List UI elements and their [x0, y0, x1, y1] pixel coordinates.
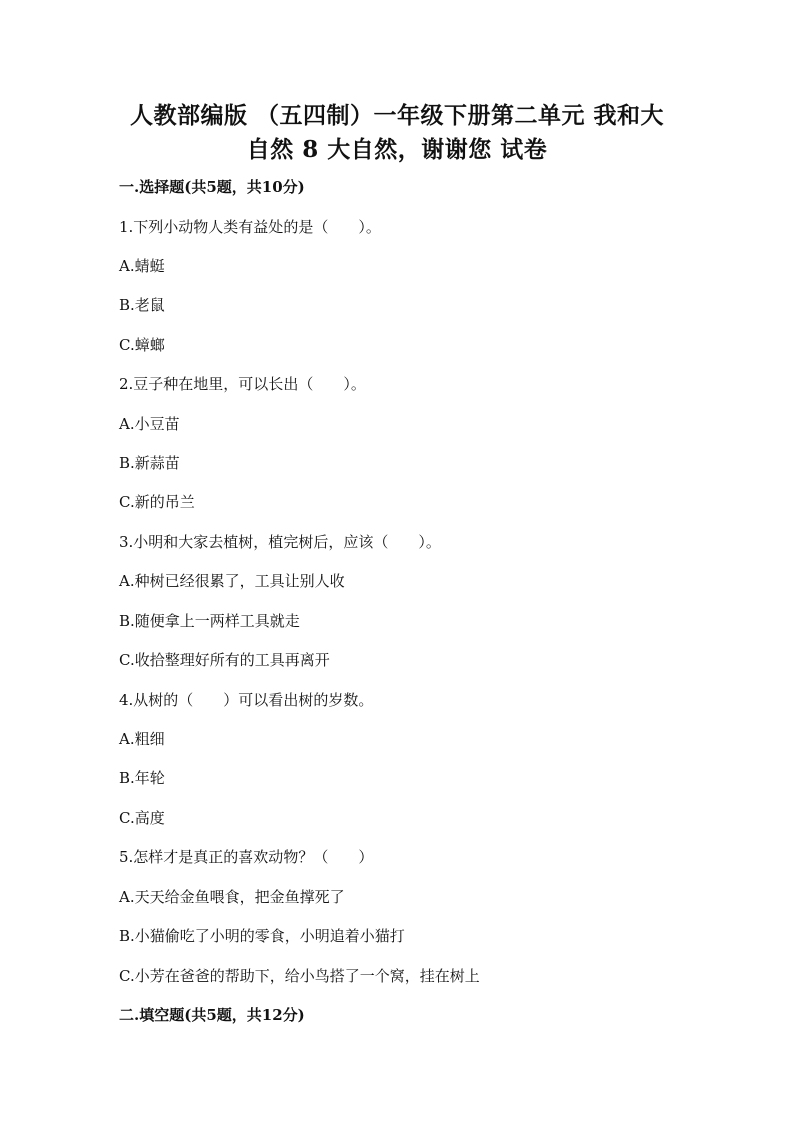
question-4-option-b: B.年轮: [119, 769, 165, 787]
question-1-option-a: A.蜻蜓: [119, 257, 165, 275]
question-4-option-a: A.粗细: [119, 730, 165, 748]
section-heading-fill-in-blank: 二.填空题(共5题，共12分): [119, 1006, 305, 1024]
question-2-option-c: C.新的吊兰: [119, 493, 195, 511]
section-heading-multiple-choice: 一.选择题(共5题，共10分): [119, 178, 305, 196]
question-2: 2.豆子种在地里，可以长出（ ）。: [119, 375, 366, 393]
question-5: 5.怎样才是真正的喜欢动物？（ ）: [119, 848, 374, 866]
question-5-option-b: B.小猫偷吃了小明的零食，小明追着小猫打: [119, 927, 405, 945]
question-1: 1.下列小动物人类有益处的是（ ）。: [119, 218, 381, 236]
question-3-option-b: B.随便拿上一两样工具就走: [119, 612, 300, 630]
question-1-option-c: C.蟑螂: [119, 336, 165, 354]
question-4-option-c: C.高度: [119, 809, 165, 827]
question-3-option-a: A.种树已经很累了，工具让别人收: [119, 572, 345, 590]
document-title-line-1: 人教部编版 （五四制）一年级下册第二单元 我和大: [129, 102, 664, 129]
question-5-option-a: A.天天给金鱼喂食，把金鱼撑死了: [119, 888, 345, 906]
question-4: 4.从树的（ ）可以看出树的岁数。: [119, 691, 374, 709]
document-title-line-2: 自然 8 大自然，谢谢您 试卷: [246, 136, 548, 163]
question-3-option-c: C.收拾整理好所有的工具再离开: [119, 651, 330, 669]
question-5-option-c: C.小芳在爸爸的帮助下，给小鸟搭了一个窝，挂在树上: [119, 967, 480, 985]
question-1-option-b: B.老鼠: [119, 296, 165, 314]
question-3: 3.小明和大家去植树，植完树后，应该（ ）。: [119, 533, 441, 551]
question-2-option-b: B.新蒜苗: [119, 454, 180, 472]
question-2-option-a: A.小豆苗: [119, 415, 180, 433]
